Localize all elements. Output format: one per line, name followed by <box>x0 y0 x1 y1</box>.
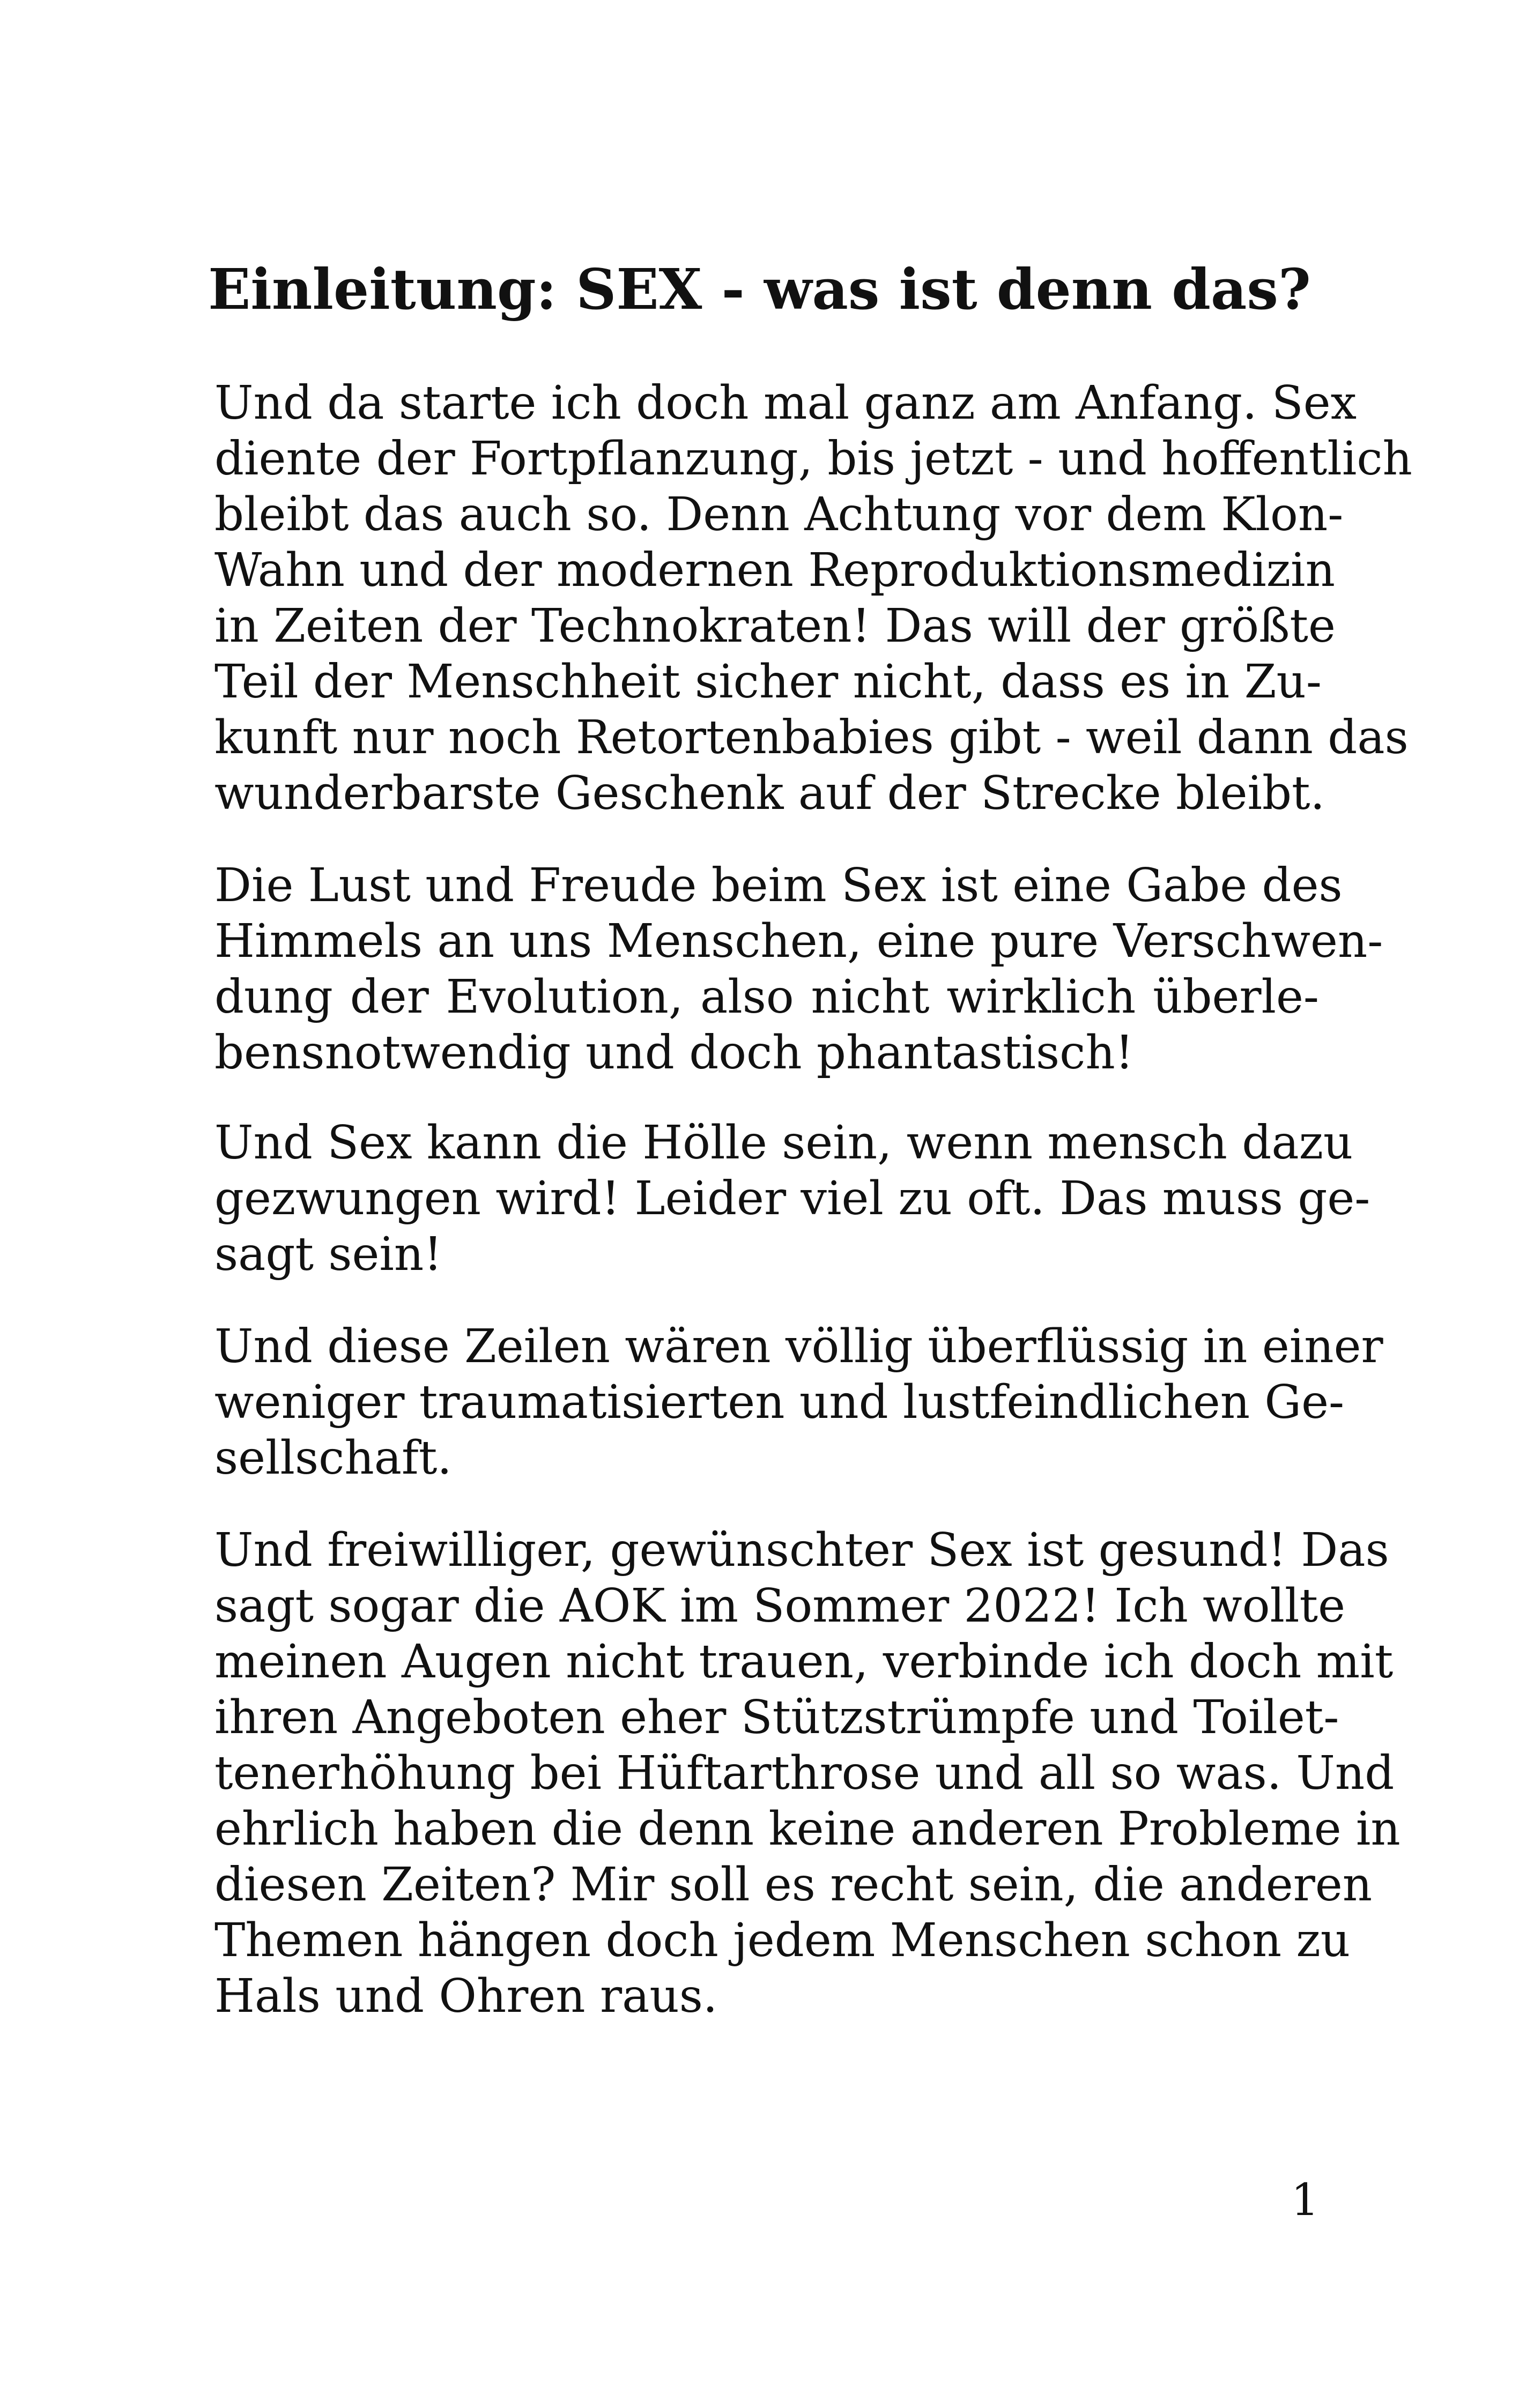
paragraph-line: Und da starte ich doch mal ganz am Anfang. Sex <box>214 376 1357 430</box>
paragraph-line: Hals und Ohren raus. <box>214 1969 718 2023</box>
paragraph-line: Themen hängen doch jedem Menschen schon zu <box>214 1914 1351 1967</box>
paragraph-line: tenerhöhung bei Hüftarthrose und all so was. Und <box>214 1746 1395 1800</box>
paragraph-line: weniger traumatisierten und lustfeindlichen Ge- <box>214 1376 1345 1429</box>
paragraph-line: ihren Angeboten eher Stützstrümpfe und Toilet- <box>214 1691 1339 1744</box>
paragraph-line: Und Sex kann die Hölle sein, wenn mensch dazu <box>214 1116 1353 1170</box>
paragraph-line: Wahn und der modernen Reproduktionsmedizin <box>214 544 1335 597</box>
chapter-title: Einleitung: SEX - was ist denn das? <box>208 256 1311 322</box>
paragraph-line: gezwungen wird! Leider viel zu oft. Das muss ge- <box>214 1172 1370 1225</box>
paragraph-line: Himmels an uns Menschen, eine pure Verschwen- <box>214 915 1383 968</box>
paragraph-line: sellschaft. <box>214 1431 452 1485</box>
paragraph-line: Teil der Menschheit sicher nicht, dass es in Zu- <box>214 655 1322 709</box>
paragraph-line: sagt sogar die AOK im Sommer 2022! Ich wollte <box>214 1579 1346 1633</box>
paragraph-line: sagt sein! <box>214 1228 442 1281</box>
paragraph-line: diesen Zeiten? Mir soll es recht sein, die anderen <box>214 1858 1373 1912</box>
paragraph-line: bensnotwendig und doch phantastisch! <box>214 1026 1134 1080</box>
paragraph-line: in Zeiten der Technokraten! Das will der größte <box>214 599 1336 653</box>
paragraph-line: Und freiwilliger, gewünschter Sex ist gesund! Das <box>214 1523 1389 1577</box>
paragraph-line: bleibt das auch so. Denn Achtung vor dem Klon- <box>214 488 1344 541</box>
paragraph-line: Die Lust und Freude beim Sex ist eine Gabe des <box>214 859 1343 912</box>
paragraph-line: ehrlich haben die denn keine anderen Probleme in <box>214 1802 1401 1856</box>
paragraph-line: diente der Fortpflanzung, bis jetzt - und hoffentlich <box>214 432 1412 486</box>
paragraph-line: dung der Evolution, also nicht wirklich überle- <box>214 970 1319 1024</box>
paragraph-line: Und diese Zeilen wären völlig überflüssig in einer <box>214 1320 1383 1373</box>
paragraph-line: kunft nur noch Retortenbabies gibt - weil dann das <box>214 711 1409 764</box>
paragraph-line: wunderbarste Geschenk auf der Strecke bleibt. <box>214 767 1325 820</box>
page-number: 1 <box>1291 2175 1319 2226</box>
paragraph-line: meinen Augen nicht trauen, verbinde ich doch mit <box>214 1635 1394 1689</box>
